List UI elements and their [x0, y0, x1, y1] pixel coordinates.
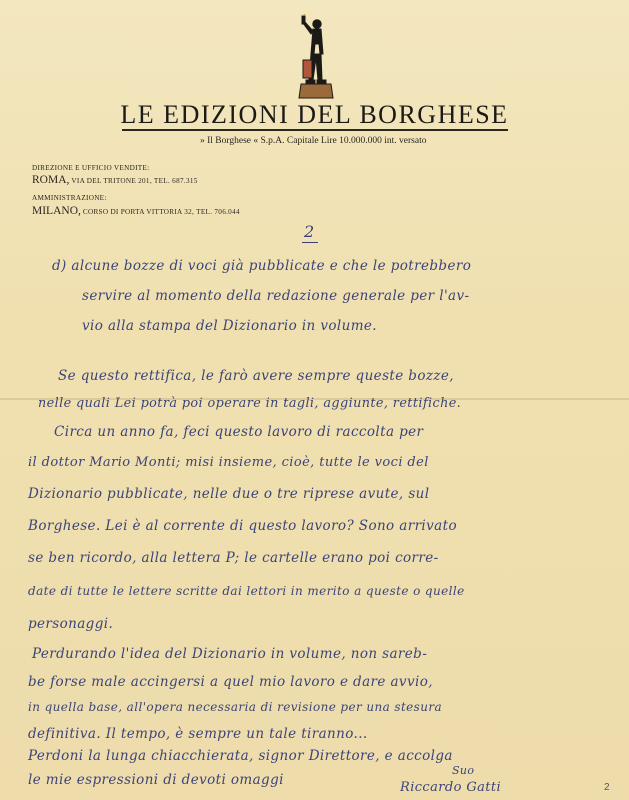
letter-line: date di tutte le lettere scritte dai lettori in merito a queste o quelle — [28, 584, 465, 598]
page-number: 2 — [304, 222, 315, 241]
letter-line: Circa un anno fa, feci questo lavoro di raccolta per — [54, 424, 424, 440]
letter-closing: Suo — [452, 764, 475, 777]
letter-line: d) alcune bozze di voci già pubblicate e che le potrebbero — [52, 258, 472, 274]
administration-address: MILANO, CORSO DI PORTA VITTORIA 32, TEL. 706.044 — [32, 205, 240, 217]
publisher-logo-icon — [293, 14, 337, 100]
company-tagline: » Il Borghese « S.p.A. Capitale Lire 10.000.000 int. versato — [200, 136, 427, 146]
letter-line: be forse male accingersi a quel mio lavoro e dare avvio, — [28, 674, 433, 690]
letter-line: Se questo rettifica, le farò avere sempre queste bozze, — [58, 368, 454, 384]
sheet-number: 2 — [604, 782, 610, 793]
sales-office-label: DIREZIONE E UFFICIO VENDITE: — [32, 164, 150, 172]
masthead-rule — [122, 129, 508, 131]
letter-line: Borghese. Lei è al corrente di questo lavoro? Sono arrivato — [28, 518, 457, 534]
letter-line: servire al momento della redazione generale per l'av- — [82, 288, 470, 304]
page-number-underline — [302, 242, 318, 243]
letter-line: Dizionario pubblicate, nelle due o tre riprese avute, sul — [28, 486, 430, 502]
sales-office-address: ROMA, VIA DEL TRITONE 201, TEL. 687.315 — [32, 174, 198, 186]
letter-signature: Riccardo Gatti — [400, 780, 502, 795]
administration-label: AMMINISTRAZIONE: — [32, 194, 107, 202]
letter-line: definitiva. Il tempo, è sempre un tale tiranno... — [28, 726, 368, 742]
letter-line: personaggi. — [28, 616, 114, 632]
letter-line: se ben ricordo, alla lettera P; le cartelle erano poi corre- — [28, 550, 439, 566]
letter-line: nelle quali Lei potrà poi operare in tagli, aggiunte, rettifiche. — [38, 396, 462, 411]
letter-line: il dottor Mario Monti; misi insieme, cioè, tutte le voci del — [28, 455, 429, 470]
letter-line: vio alla stampa del Dizionario in volume. — [82, 318, 377, 334]
publisher-name: LE EDIZIONI DEL BORGHESE — [120, 100, 509, 129]
letter-line: in quella base, all'opera necessaria di revisione per una stesura — [28, 700, 443, 714]
letter-line: Perdurando l'idea del Dizionario in volume, non sareb- — [32, 646, 428, 662]
letter-line: le mie espressioni di devoti omaggi — [28, 772, 284, 788]
letter-line: Perdoni la lunga chiacchierata, signor Direttore, e accolga — [28, 748, 453, 764]
